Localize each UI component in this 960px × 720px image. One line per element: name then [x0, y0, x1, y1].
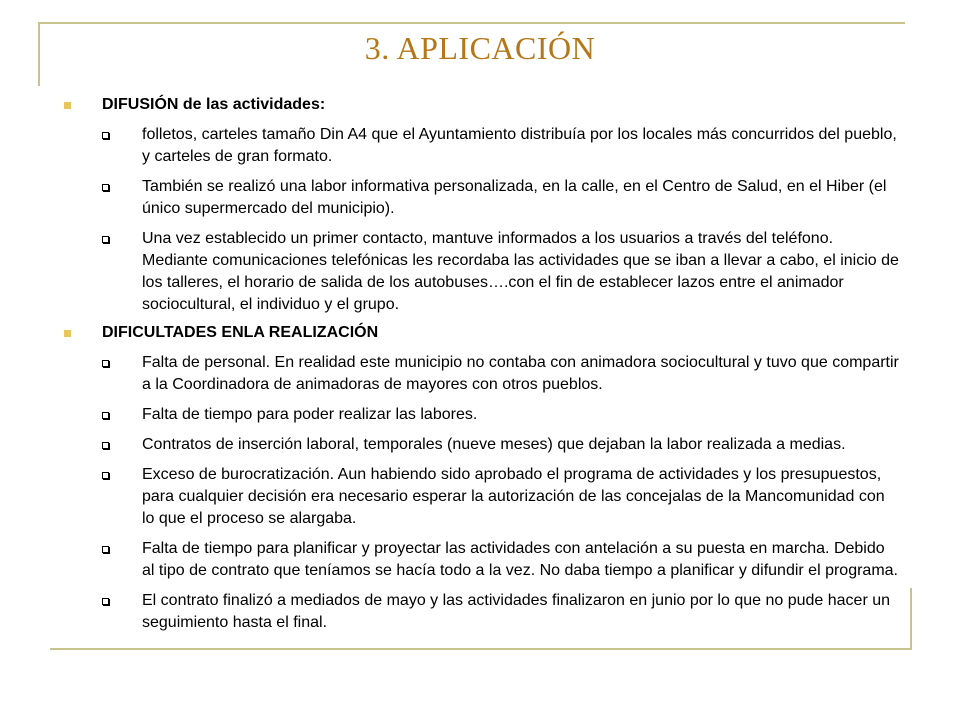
checkbox-bullet-icon: [102, 442, 109, 449]
list-item-text: Falta de tiempo para planificar y proyectar las actividades con antelación a su puesta en marcha. Debido al tipo de contrato que teníamos se hacía todo a la vez. No daba tiempo a planificar y difundir el programa.: [142, 540, 898, 579]
list-item-text: El contrato finalizó a mediados de mayo y las actividades finalizaron en junio por lo que no pude hacer un seguimiento hasta el final.: [142, 592, 891, 631]
slide-content: [60, 90, 900, 634]
list-item: [60, 176, 900, 220]
list-item-text: Exceso de burocratización. Aun habiendo sido aprobado el programa de actividades y los presupuestos, para cualquier decisión era necesario esperar la autorización de las concejalas de la Mancomunidad con lo que el proceso se alargaba.: [142, 466, 885, 527]
list-item: [60, 404, 900, 426]
checkbox-bullet-icon: [102, 472, 109, 479]
list-item: [60, 590, 900, 634]
checkbox-bullet-icon: [102, 546, 109, 553]
square-bullet-icon: [64, 330, 71, 337]
frame-top-line: [40, 22, 905, 24]
square-bullet-icon: [64, 102, 71, 109]
checkbox-bullet-icon: [102, 184, 109, 191]
list-item-text: folletos, carteles tamaño Din A4 que el Ayuntamiento distribuía por los locales más concurridos del pueblo, y carteles de gran formato.: [142, 126, 897, 165]
list-item-text: Falta de personal. En realidad este municipio no contaba con animadora sociocultural y tuvo que compartir a la Coordinadora de animadoras de mayores con otros pueblos.: [142, 354, 899, 393]
section-heading-text: DIFICULTADES ENLA REALIZACIÓN: [102, 324, 379, 341]
section-heading-difusion: [60, 94, 900, 116]
frame-right-line: [910, 588, 912, 650]
list-item-text: Una vez establecido un primer contacto, mantuve informados a los usuarios a través del teléfono. Mediante comunicaciones telefónicas les recordaba las actividades que se iban a llevar a cabo, el inicio de los talleres, el horario de salida de los autobuses….con el fin de establecer lazos entre el animador sociocultural, el individuo y el grupo.: [142, 230, 899, 313]
list-item: [60, 352, 900, 396]
list-item: [60, 434, 900, 456]
list-item-text: Falta de tiempo para poder realizar las labores.: [142, 406, 478, 423]
checkbox-bullet-icon: [102, 360, 109, 367]
frame-bottom-line: [50, 648, 912, 650]
section-heading-dificultades: [60, 322, 900, 344]
list-item-text: También se realizó una labor informativa personalizada, en la calle, en el Centro de Salud, en el Hiber (el único supermercado del municipio).: [142, 178, 887, 217]
checkbox-bullet-icon: [102, 412, 109, 419]
checkbox-bullet-icon: [102, 132, 109, 139]
list-item: [60, 464, 900, 530]
list-item: [60, 538, 900, 582]
checkbox-bullet-icon: [102, 236, 109, 243]
section-heading-text: DIFUSIÓN de las actividades:: [102, 96, 326, 113]
list-item-text: Contratos de inserción laboral, temporales (nueve meses) que dejaban la labor realizada a medias.: [142, 436, 846, 453]
checkbox-bullet-icon: [102, 598, 109, 605]
list-item: [60, 228, 900, 316]
slide-title: 3. APLICACIÓN: [364, 30, 596, 66]
list-item: [60, 124, 900, 168]
